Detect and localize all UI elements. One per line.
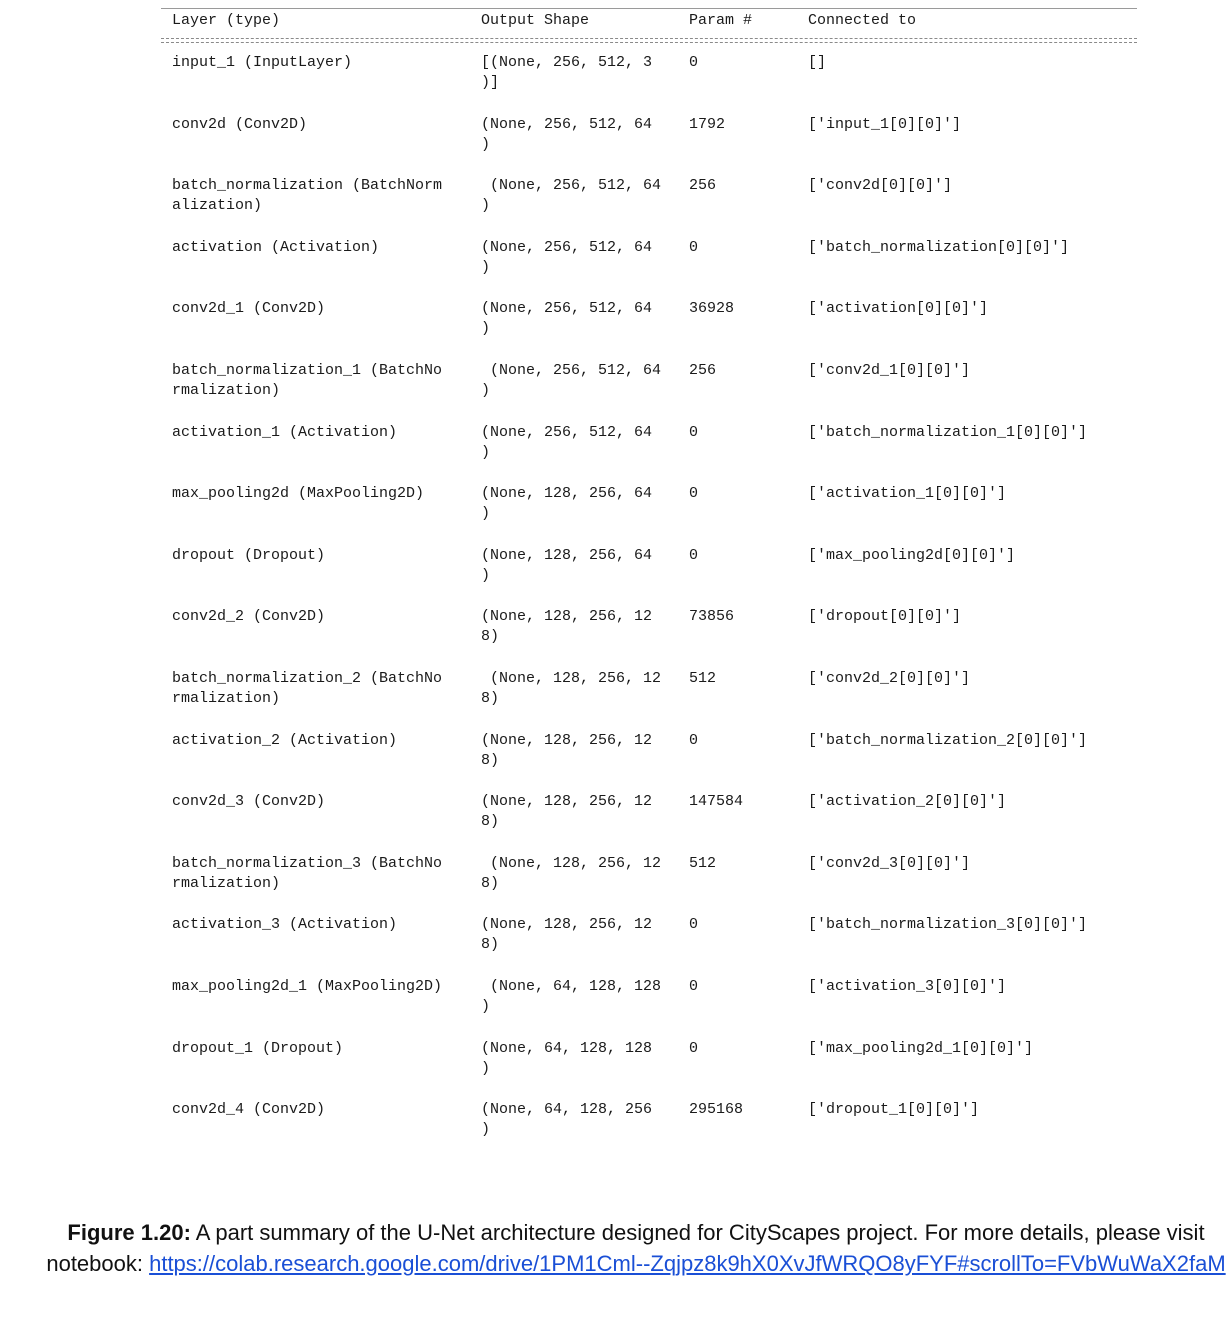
connected-to bbox=[808, 792, 1006, 812]
layer-name bbox=[172, 607, 477, 627]
table-row bbox=[161, 977, 1137, 1021]
param-count bbox=[689, 115, 725, 135]
table-row bbox=[161, 423, 1137, 467]
output-shape-line2: ) bbox=[481, 566, 491, 584]
output-shape-line2: 8) bbox=[481, 874, 500, 892]
table-row bbox=[161, 546, 1137, 590]
param-count-line1: 73856 bbox=[689, 608, 735, 626]
output-shape-line2: 8) bbox=[481, 751, 500, 769]
param-count bbox=[689, 423, 698, 443]
header-output-shape: Output Shape bbox=[481, 12, 590, 29]
top-rule bbox=[161, 8, 1137, 9]
table-row bbox=[161, 484, 1137, 528]
output-shape bbox=[481, 854, 662, 892]
layer-name bbox=[172, 53, 477, 73]
connected-to-line1: ['max_pooling2d_1[0][0]'] bbox=[808, 1039, 1034, 1057]
output-shape-line2: ) bbox=[481, 382, 491, 399]
param-count-line1: 256 bbox=[689, 362, 717, 379]
connected-to-line1: ['activation_2[0][0]'] bbox=[808, 793, 1007, 811]
output-shape bbox=[481, 53, 653, 91]
layer-name bbox=[172, 977, 477, 997]
output-shape bbox=[481, 731, 653, 769]
layer-name bbox=[172, 115, 477, 135]
output-shape-line2: ) bbox=[481, 135, 491, 153]
connected-to bbox=[808, 1100, 979, 1120]
param-count bbox=[689, 669, 716, 689]
output-shape-line1: (None, 128, 256, 12 bbox=[481, 793, 653, 811]
output-shape-line1: (None, 256, 512, 64 bbox=[481, 362, 662, 379]
output-shape-line2: 8) bbox=[481, 936, 500, 954]
connected-to-line1: ['input_1[0][0]'] bbox=[808, 115, 962, 133]
param-count bbox=[689, 792, 743, 812]
connected-to-line1: ['dropout_1[0][0]'] bbox=[808, 1101, 980, 1119]
output-shape bbox=[481, 423, 653, 461]
output-shape-line2: )] bbox=[481, 74, 500, 91]
layer-name-line2: rmalization) bbox=[172, 382, 281, 399]
layer-name-line1: conv2d_1 (Conv2D) bbox=[172, 300, 326, 318]
caption-text: A part summary of the U-Net architecture designed for CityScapes project. For more details, please visit notebook: bbox=[46, 1220, 1205, 1276]
header-separator bbox=[161, 38, 1137, 43]
connected-to bbox=[808, 854, 970, 874]
table-row bbox=[161, 854, 1137, 898]
layer-name-line1: batch_normalization_2 (BatchNo bbox=[172, 670, 443, 687]
connected-to-line1: ['batch_normalization[0][0]'] bbox=[808, 238, 1070, 256]
output-shape-line2: ) bbox=[481, 320, 491, 338]
table-row bbox=[161, 115, 1137, 159]
header-param-count: Param # bbox=[689, 12, 753, 29]
layer-name bbox=[172, 1100, 477, 1120]
param-count bbox=[689, 1100, 743, 1120]
connected-to-line1: ['activation_3[0][0]'] bbox=[808, 978, 1007, 995]
layer-name bbox=[172, 176, 477, 215]
connected-to bbox=[808, 53, 826, 73]
connected-to-line1: ['batch_normalization_3[0][0]'] bbox=[808, 916, 1088, 934]
connected-to bbox=[808, 115, 961, 135]
param-count-line1: 512 bbox=[689, 670, 717, 687]
layer-name-line1: input_1 (InputLayer) bbox=[172, 54, 353, 71]
output-shape-line2: ) bbox=[481, 1059, 491, 1077]
output-shape-line1: (None, 64, 128, 128 bbox=[481, 1039, 653, 1057]
table-row bbox=[161, 299, 1137, 343]
layer-name-line1: dropout_1 (Dropout) bbox=[172, 1039, 344, 1057]
output-shape-line1: (None, 128, 256, 12 bbox=[481, 608, 653, 626]
output-shape bbox=[481, 484, 653, 523]
param-count-line1: 0 bbox=[689, 238, 699, 256]
param-count bbox=[689, 53, 698, 73]
connected-to-line1: ['batch_normalization_2[0][0]'] bbox=[808, 731, 1088, 749]
connected-to-line1: ['conv2d[0][0]'] bbox=[808, 177, 953, 195]
output-shape bbox=[481, 299, 653, 338]
output-shape bbox=[481, 915, 653, 954]
param-count bbox=[689, 854, 716, 874]
layer-name-line1: batch_normalization (BatchNorm bbox=[172, 177, 443, 195]
layer-name-line1: batch_normalization_1 (BatchNo bbox=[172, 362, 443, 379]
output-shape-line2: ) bbox=[481, 998, 491, 1015]
table-row bbox=[161, 792, 1137, 836]
layer-name-line1: activation_2 (Activation) bbox=[172, 731, 398, 749]
output-shape bbox=[481, 115, 653, 153]
param-count bbox=[689, 607, 734, 627]
layer-name bbox=[172, 238, 477, 258]
param-count bbox=[689, 1039, 698, 1059]
layer-name bbox=[172, 423, 477, 443]
output-shape bbox=[481, 669, 662, 707]
layer-name bbox=[172, 361, 477, 399]
connected-to-line1: ['dropout[0][0]'] bbox=[808, 608, 962, 626]
output-shape bbox=[481, 238, 653, 276]
output-shape-line1: (None, 128, 256, 64 bbox=[481, 485, 653, 503]
connected-to-line1: ['conv2d_3[0][0]'] bbox=[808, 854, 971, 872]
output-shape-line2: ) bbox=[481, 258, 491, 276]
output-shape-line1: (None, 128, 256, 12 bbox=[481, 854, 662, 872]
param-count bbox=[689, 299, 734, 319]
param-count bbox=[689, 361, 716, 381]
table-row bbox=[161, 1039, 1137, 1083]
header-layer-type: Layer (type) bbox=[172, 12, 281, 29]
output-shape-line1: (None, 128, 256, 64 bbox=[481, 546, 653, 564]
param-count-line1: 0 bbox=[689, 1039, 699, 1057]
output-shape bbox=[481, 1100, 653, 1139]
output-shape-line1: (None, 256, 512, 64 bbox=[481, 177, 662, 195]
connected-to bbox=[808, 546, 1015, 566]
figure-caption bbox=[40, 1217, 1232, 1279]
output-shape-line1: (None, 128, 256, 12 bbox=[481, 731, 653, 749]
param-count bbox=[689, 546, 698, 566]
param-count-line1: 0 bbox=[689, 485, 699, 503]
param-count-line1: 0 bbox=[689, 731, 699, 749]
output-shape-line1: (None, 64, 128, 128 bbox=[481, 978, 662, 995]
output-shape-line1: (None, 256, 512, 64 bbox=[481, 238, 653, 256]
connected-to bbox=[808, 915, 1087, 935]
output-shape-line1: [(None, 256, 512, 3 bbox=[481, 54, 653, 71]
connected-to bbox=[808, 484, 1006, 504]
output-shape bbox=[481, 607, 653, 646]
output-shape bbox=[481, 792, 653, 831]
connected-to-line1: ['max_pooling2d[0][0]'] bbox=[808, 546, 1016, 564]
output-shape-line1: (None, 256, 512, 64 bbox=[481, 115, 653, 133]
connected-to bbox=[808, 1039, 1033, 1059]
output-shape-line1: (None, 128, 256, 12 bbox=[481, 670, 662, 687]
output-shape-line2: 8) bbox=[481, 813, 500, 831]
connected-to-line1: ['activation[0][0]'] bbox=[808, 300, 989, 318]
figure-label: Figure 1.20: bbox=[67, 1220, 191, 1245]
layer-name-line1: conv2d_2 (Conv2D) bbox=[172, 608, 326, 626]
param-count-line1: 256 bbox=[689, 177, 717, 195]
param-count bbox=[689, 176, 716, 196]
table-row bbox=[161, 361, 1137, 405]
connected-to bbox=[808, 669, 970, 689]
table-row bbox=[161, 53, 1137, 97]
layer-name-line1: conv2d (Conv2D) bbox=[172, 115, 308, 133]
param-count bbox=[689, 238, 698, 258]
param-count-line1: 147584 bbox=[689, 793, 744, 811]
table-row bbox=[161, 669, 1137, 713]
param-count bbox=[689, 977, 698, 997]
connected-to bbox=[808, 423, 1087, 443]
layer-name-line1: activation (Activation) bbox=[172, 238, 380, 256]
header-connected-to: Connected to bbox=[808, 12, 917, 29]
table-row bbox=[161, 238, 1137, 282]
layer-name-line1: batch_normalization_3 (BatchNo bbox=[172, 854, 443, 872]
layer-name-line2: rmalization) bbox=[172, 690, 281, 707]
layer-name-line1: conv2d_3 (Conv2D) bbox=[172, 793, 326, 811]
output-shape-line2: ) bbox=[481, 197, 491, 215]
connected-to bbox=[808, 299, 988, 319]
output-shape-line2: 8) bbox=[481, 690, 500, 707]
layer-name bbox=[172, 1039, 477, 1059]
param-count-line1: 295168 bbox=[689, 1101, 744, 1119]
output-shape bbox=[481, 546, 653, 584]
table-row bbox=[161, 176, 1137, 220]
connected-to bbox=[808, 176, 952, 196]
layer-name bbox=[172, 854, 477, 892]
param-count-line1: 0 bbox=[689, 423, 699, 441]
param-count-line1: 36928 bbox=[689, 300, 735, 318]
param-count-line1: 0 bbox=[689, 916, 699, 934]
layer-name-line1: max_pooling2d_1 (MaxPooling2D) bbox=[172, 978, 443, 995]
output-shape-line1: (None, 128, 256, 12 bbox=[481, 916, 653, 934]
table-row bbox=[161, 1100, 1137, 1144]
output-shape-line2: ) bbox=[481, 505, 491, 523]
param-count-line1: 512 bbox=[689, 854, 717, 872]
connected-to bbox=[808, 607, 961, 627]
output-shape bbox=[481, 1039, 653, 1077]
output-shape bbox=[481, 176, 662, 215]
connected-to bbox=[808, 977, 1006, 997]
param-count-line1: 0 bbox=[689, 978, 699, 995]
layer-name bbox=[172, 731, 477, 751]
layer-name-line1: max_pooling2d (MaxPooling2D) bbox=[172, 485, 425, 503]
param-count-line1: 0 bbox=[689, 546, 699, 564]
layer-name-line1: activation_3 (Activation) bbox=[172, 916, 398, 934]
layer-name bbox=[172, 792, 477, 812]
layer-name-line2: alization) bbox=[172, 197, 263, 215]
layer-name-line2: rmalization) bbox=[172, 874, 281, 892]
connected-to-line1: ['activation_1[0][0]'] bbox=[808, 485, 1007, 503]
connected-to bbox=[808, 731, 1087, 751]
layer-name bbox=[172, 546, 477, 566]
param-count-line1: 1792 bbox=[689, 115, 726, 133]
table-row bbox=[161, 607, 1137, 651]
param-count bbox=[689, 484, 698, 504]
layer-name-line1: activation_1 (Activation) bbox=[172, 423, 398, 441]
param-count bbox=[689, 731, 698, 751]
connected-to-line1: ['batch_normalization_1[0][0]'] bbox=[808, 423, 1088, 441]
layer-name-line1: conv2d_4 (Conv2D) bbox=[172, 1101, 326, 1119]
output-shape-line1: (None, 256, 512, 64 bbox=[481, 300, 653, 318]
output-shape-line2: 8) bbox=[481, 628, 500, 646]
layer-name-line1: dropout (Dropout) bbox=[172, 546, 326, 564]
notebook-link[interactable]: https://colab.research.google.com/drive/1PM1Cml--Zqjpz8k9hX0XvJfWRQO8yFYF#scrollTo=FVbWuWaX2faM bbox=[149, 1251, 1226, 1276]
connected-to bbox=[808, 361, 970, 381]
connected-to-line1: [] bbox=[808, 54, 827, 71]
layer-name bbox=[172, 915, 477, 935]
connected-to bbox=[808, 238, 1069, 258]
layer-name bbox=[172, 299, 477, 319]
param-count bbox=[689, 915, 698, 935]
output-shape bbox=[481, 361, 662, 399]
connected-to-line1: ['conv2d_2[0][0]'] bbox=[808, 670, 971, 687]
output-shape-line1: (None, 64, 128, 256 bbox=[481, 1101, 653, 1119]
output-shape-line1: (None, 256, 512, 64 bbox=[481, 423, 653, 441]
layer-name bbox=[172, 669, 477, 707]
connected-to-line1: ['conv2d_1[0][0]'] bbox=[808, 362, 971, 379]
param-count-line1: 0 bbox=[689, 54, 699, 71]
output-shape-line2: ) bbox=[481, 1121, 491, 1139]
layer-name bbox=[172, 484, 477, 504]
output-shape bbox=[481, 977, 662, 1015]
table-row bbox=[161, 915, 1137, 959]
table-row bbox=[161, 731, 1137, 775]
output-shape-line2: ) bbox=[481, 443, 491, 461]
